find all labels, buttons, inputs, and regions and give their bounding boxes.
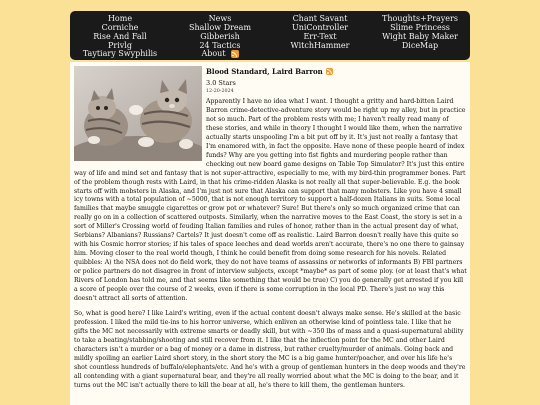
kittens-photo-icon: [74, 66, 202, 161]
post-image: [74, 66, 202, 161]
nav-link-shallow-dream[interactable]: Shallow Dream: [188, 22, 252, 32]
post-rss-icon[interactable]: [326, 68, 333, 75]
post-paragraph: So, what is good here? I like Laird's writing, even if the actual content doesn't always make sense. He's skilled at the basic profession. I liked the mild tie-ins to his horror universe, which enliven an otherwise kind of pointless tale. I like that he gifts the MC not necessarily with extreme smarts or deadly skill, but with ~350 lbs of mass and a quasi-supernatural ability to take a beating/stabbing/shooting and still recover from it. I like that the inflection point for the MC and other Laird characters isn't a murder or a bag of money or a dame in distress, but rather cruelty/murder of animals. Going back and mildly spoiling an earlier Laird short story, in the short story the MC is a big game hunter/poacher, and over his life he's shot countless hundreds of buffalo/elephants/etc. And he's with a group of gentleman hunters in the deep woods and they're all contending with a giant supernatural bear, and they're all really worried about what the MC is doing to the bear, and it turns out the MC isn't actually there to kill the bear at all, he's there to kill them, the gentleman hunters.: [74, 309, 466, 389]
post-paragraph: Apparently I have no idea what I want. I thought a gritty and hard-bitten Laird Barron crime-detective-adventure story would be right up my alley, but in practice not so much. Part of the problem rests with me; I haven't really read many of these stories, and while in theory I thought I would like them, when the narrative actually starts unspooling I'm a bit put off by it. It's just not really a fantasy that I'm enamored with, in fact the opposite. Have none of these people heard of index funds? Why are you getting into fist fights and murdering people rather than checking out new board game designs on Table Top Simulator? It's just this entire way of life and mind set and fantasy that is not super-attractive, especially to me, with my bird-thin programmer bones. Part of the problem though rests with Laird, in that his crime-ridden Alaska is not really all that super-believable. E.g. the book starts off with mobsters in Alaska, and I'm just not sure that Alaska can support that many mobsters. Like you have 4 small icy towns with a total population of ~5000, that is not enough territory to support a half-dozen Italians in suits. Some local families that maybe smuggle cigarettes or grow pot or whatever? Sure! But there's only so much organized crime that can really go on in a collection of scattered outposts. Similarly, when the narrative moves to the East Coast, the story is set in a sort of Miller's Crossing world of feuding Italian families and rules of honor, rather than in the actual present day of what, Serbians? Albanians? Russians? Cartels? It just doesn't come off as realistic. Laird Barron doesn't really have this quite so with his Cosmic horror stories; if his tales of space leeches and dead worlds aren't accurate, there's no one there to gainsay him. Moving closer to the real world though, I think he could benefit from doing some research for his novels. Related quibbles: A) the NSA does not do field work, they do not have teams of assassins or networks of informants B) FBI partners or police partners do not disagree in front of interview subjects, except *maybe* as part of some ploy. (or at least that's what Rivers of London has told me, and that seems like something that would be true) C) you do generally get arrested if you kill a score of people over the course of 2 weeks, even if there is some corruption in the local PD. There's just no way this doesn't attract all sorts of attention.: [74, 98, 467, 302]
nav-link-witchhammer[interactable]: WitchHammer: [290, 40, 350, 50]
post-rating: 3.0 Stars: [206, 79, 236, 87]
post-title[interactable]: Blood Standard, Laird Barron: [206, 67, 323, 76]
nav-link-taytiary-swyphilis[interactable]: Taytiary Swyphilis: [82, 48, 158, 58]
nav-link-unicontroller[interactable]: UniController: [291, 22, 349, 32]
nav-link-chant-savant[interactable]: Chant Savant: [292, 13, 348, 23]
nav-link-about[interactable]: About: [201, 48, 226, 58]
nav-link-corniche[interactable]: Corniche: [101, 22, 139, 32]
nav-link-rise-and-fall[interactable]: Rise And Fall: [93, 32, 147, 42]
nav-link-thoughts-prayers[interactable]: Thoughts+Prayers: [382, 13, 458, 23]
top-navigation: [70, 11, 470, 60]
nav-link-slime-princess[interactable]: Slime Princess: [390, 22, 450, 32]
nav-link-privlg[interactable]: Privlg: [108, 40, 132, 50]
nav-link-gibberish[interactable]: Gibberish: [200, 32, 240, 42]
nav-link-home[interactable]: Home: [107, 13, 133, 23]
nav-link-err-text[interactable]: Err-Text: [303, 32, 337, 42]
rss-icon[interactable]: [231, 50, 239, 58]
nav-link-24-tactics[interactable]: 24 Tactics: [199, 40, 241, 50]
nav-link-about-group: [170, 50, 270, 58]
post-date: 12-20-2024: [206, 89, 234, 94]
nav-link-wight-baby-maker[interactable]: Wight Baby Maker: [382, 32, 458, 42]
post-content: [70, 62, 470, 405]
nav-link-news[interactable]: News: [208, 13, 232, 23]
nav-link-dicemap[interactable]: DiceMap: [401, 40, 439, 50]
